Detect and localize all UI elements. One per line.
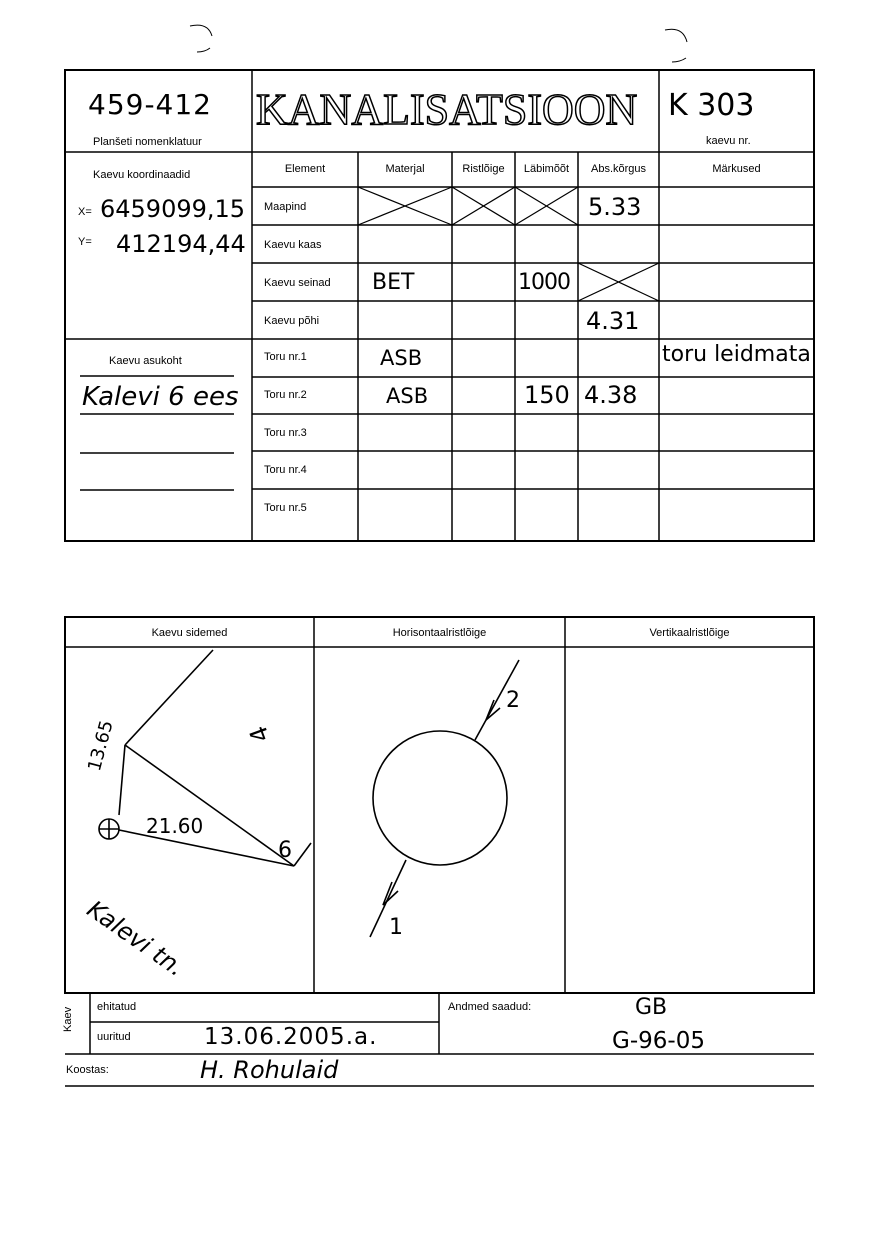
- row-label: Toru nr.4: [264, 464, 307, 476]
- pipe-label-1: 1: [389, 915, 403, 940]
- x-coordinate-value: 6459099,15: [100, 195, 246, 223]
- cell-diameter: 1000: [518, 270, 570, 295]
- well-number-value: K 303: [668, 88, 755, 123]
- cross-section-drawing: [370, 660, 519, 937]
- nomenclature-value: 459-412: [88, 88, 212, 121]
- cell-abs-height: 4.38: [584, 381, 638, 409]
- built-label: ehitatud: [97, 1001, 137, 1013]
- cell-material: ASB: [386, 384, 429, 408]
- row-label: Kaevu kaas: [264, 239, 322, 251]
- header-vertical-section: Vertikaalristlõige: [649, 627, 730, 639]
- data-received-label: Andmed saadud:: [448, 1001, 532, 1013]
- author-name: H. Rohulaid: [200, 1056, 339, 1084]
- data-received-value-2: G-96-05: [612, 1028, 705, 1054]
- cell-abs-height: 4.31: [586, 307, 640, 335]
- sketch-distance-1: 13.65: [84, 718, 118, 774]
- sketch-distance-2: 21.60: [146, 814, 204, 838]
- header-well-connections: Kaevu sidemed: [151, 627, 228, 639]
- data-received-value-1: GB: [635, 995, 668, 1020]
- location-sketch: [99, 650, 311, 866]
- cell-notes: toru leidmata: [662, 342, 811, 367]
- examined-label: uuritud: [97, 1031, 131, 1043]
- sketch-mark-6: 6: [278, 838, 292, 863]
- location-label: Kaevu asukoht: [109, 355, 182, 367]
- location-value: Kalevi 6 ees: [82, 382, 239, 412]
- cell-material: ASB: [380, 346, 423, 370]
- cell-diameter: 150: [524, 381, 570, 409]
- y-prefix: Y=: [78, 236, 92, 248]
- col-cross-section: Ristlõige: [462, 163, 505, 175]
- sketch-street-name: Kalevi tn.: [81, 895, 190, 983]
- col-element: Element: [284, 163, 326, 175]
- y-coordinate-value: 412194,44: [116, 230, 246, 258]
- row-label: Kaevu põhi: [264, 315, 320, 327]
- examined-date: 13.06.2005.a.: [204, 1024, 378, 1050]
- sketch-mark-4: 4: [243, 722, 276, 746]
- well-side-label: Kaev: [62, 1006, 74, 1032]
- cell-abs-height: 5.33: [588, 193, 642, 221]
- col-diameter: Läbimõõt: [523, 163, 570, 175]
- cell-material: BET: [372, 270, 415, 295]
- coordinates-label: Kaevu koordinaadid: [93, 169, 191, 181]
- header-horizontal-section: Horisontaalristlõige: [392, 627, 487, 639]
- col-material: Materjal: [385, 163, 425, 175]
- pipe-label-2: 2: [506, 688, 520, 713]
- nomenclature-label: Planšeti nomenklatuur: [93, 136, 202, 148]
- row-label: Maapind: [264, 201, 307, 213]
- form-title: KANALISATSIOON: [256, 85, 638, 134]
- row-label: Toru nr.2: [264, 389, 307, 401]
- well-number-label: kaevu nr.: [706, 135, 751, 147]
- col-notes: Märkused: [712, 163, 761, 175]
- row-label: Toru nr.5: [264, 502, 307, 514]
- row-label: Toru nr.1: [264, 351, 307, 363]
- col-abs-height: Abs.kõrgus: [590, 163, 647, 175]
- author-label: Koostas:: [66, 1064, 109, 1076]
- x-prefix: X=: [78, 206, 92, 218]
- row-label: Kaevu seinad: [264, 277, 331, 289]
- row-label: Toru nr.3: [264, 427, 307, 439]
